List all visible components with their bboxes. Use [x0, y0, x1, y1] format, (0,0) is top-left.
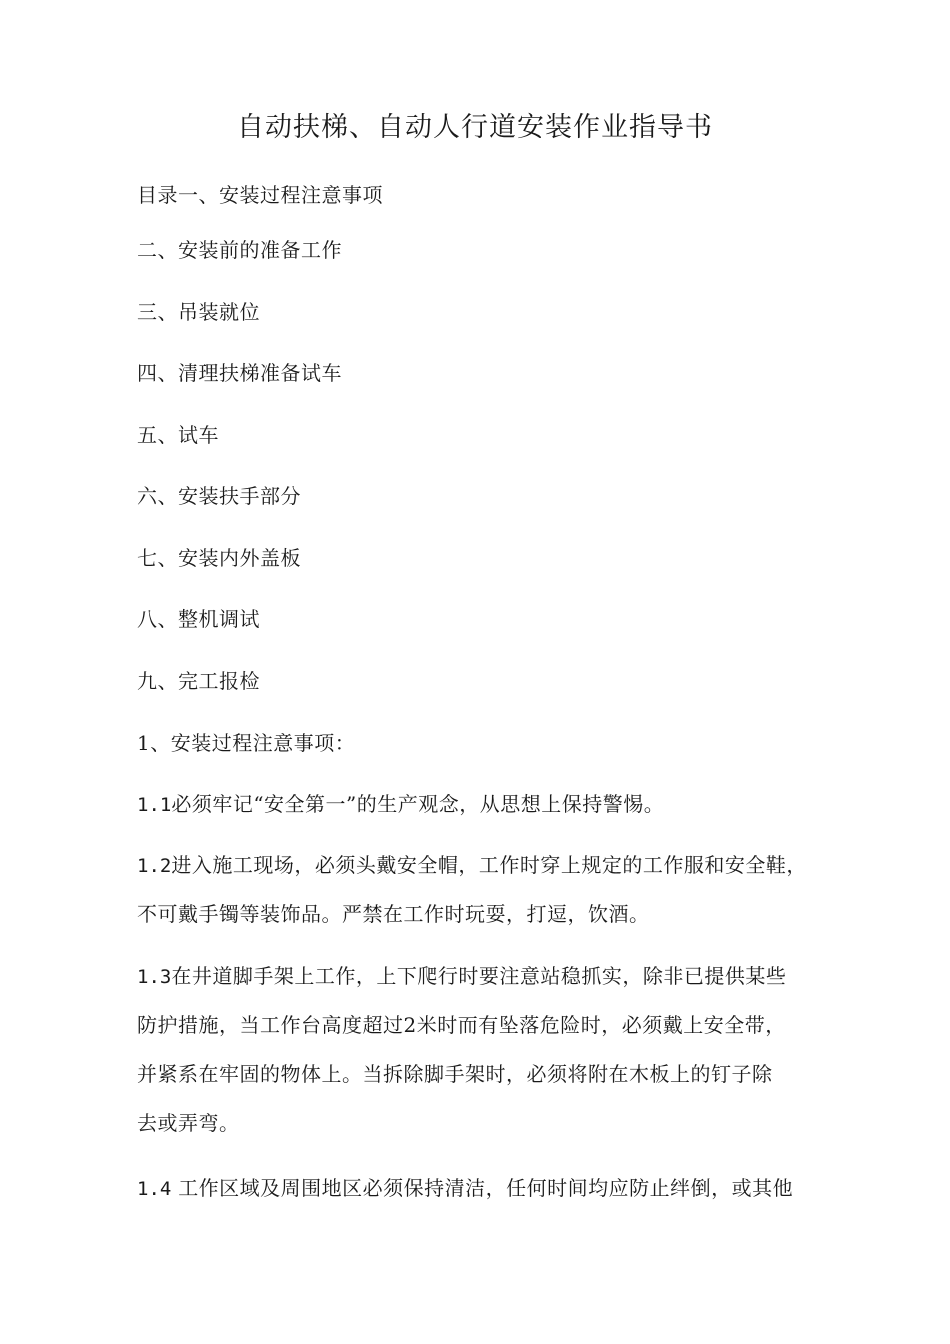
- paragraph-line: 并紧系在牢固的物体上。当拆除脚手架时，必须将附在木板上的钉子除: [137, 1062, 773, 1086]
- document-title: 自动扶梯、自动人行道安装作业指导书: [237, 112, 713, 143]
- paragraph-line: 工作区域及周围地区必须保持清洁，任何时间均应防止绊倒，或其他: [178, 1176, 794, 1200]
- toc-item-6: 六、安装扶手部分: [137, 484, 301, 508]
- toc-item-5: 五、试车: [137, 423, 219, 447]
- toc-item-8: 八、整机调试: [137, 607, 260, 631]
- paragraph-1-2: [137, 850, 807, 881]
- paragraph-line: 防护措施，当工作台高度超过2米时而有坠落危险时，必须戴上安全带，: [137, 1013, 786, 1037]
- toc-item-4: 四、清理扶梯准备试车: [137, 361, 342, 385]
- paragraph-1-1: [137, 789, 664, 820]
- item-number: 1.1: [137, 794, 172, 816]
- paragraph-1-3: [137, 961, 786, 992]
- toc-item-7: 七、安装内外盖板: [137, 546, 301, 570]
- paragraph-1-4: [137, 1173, 793, 1204]
- item-number: 1.2: [137, 855, 172, 877]
- toc-item-2: 二、安装前的准备工作: [137, 238, 342, 262]
- paragraph-line: 在井道脚手架上工作，上下爬行时要注意站稳抓实，除非已提供某些: [171, 964, 787, 988]
- paragraph-line: 去或弄弯。: [137, 1111, 240, 1135]
- paragraph-line: 必须牢记“安全第一”的生产观念，从思想上保持警惕。: [171, 792, 665, 816]
- paragraph-line: 不可戴手镯等装饰品。严禁在工作时玩耍，打逗，饮酒。: [137, 902, 650, 926]
- item-number: 1.4: [137, 1178, 172, 1200]
- toc-item-1: 目录一、安装过程注意事项: [137, 183, 383, 207]
- item-number: 1.3: [137, 966, 172, 988]
- section-heading: 1、安装过程注意事项：: [137, 731, 356, 755]
- toc-item-9: 九、完工报检: [137, 669, 260, 693]
- paragraph-line: 进入施工现场，必须头戴安全帽，工作时穿上规定的工作服和安全鞋，: [171, 853, 807, 877]
- toc-item-3: 三、吊装就位: [137, 300, 260, 324]
